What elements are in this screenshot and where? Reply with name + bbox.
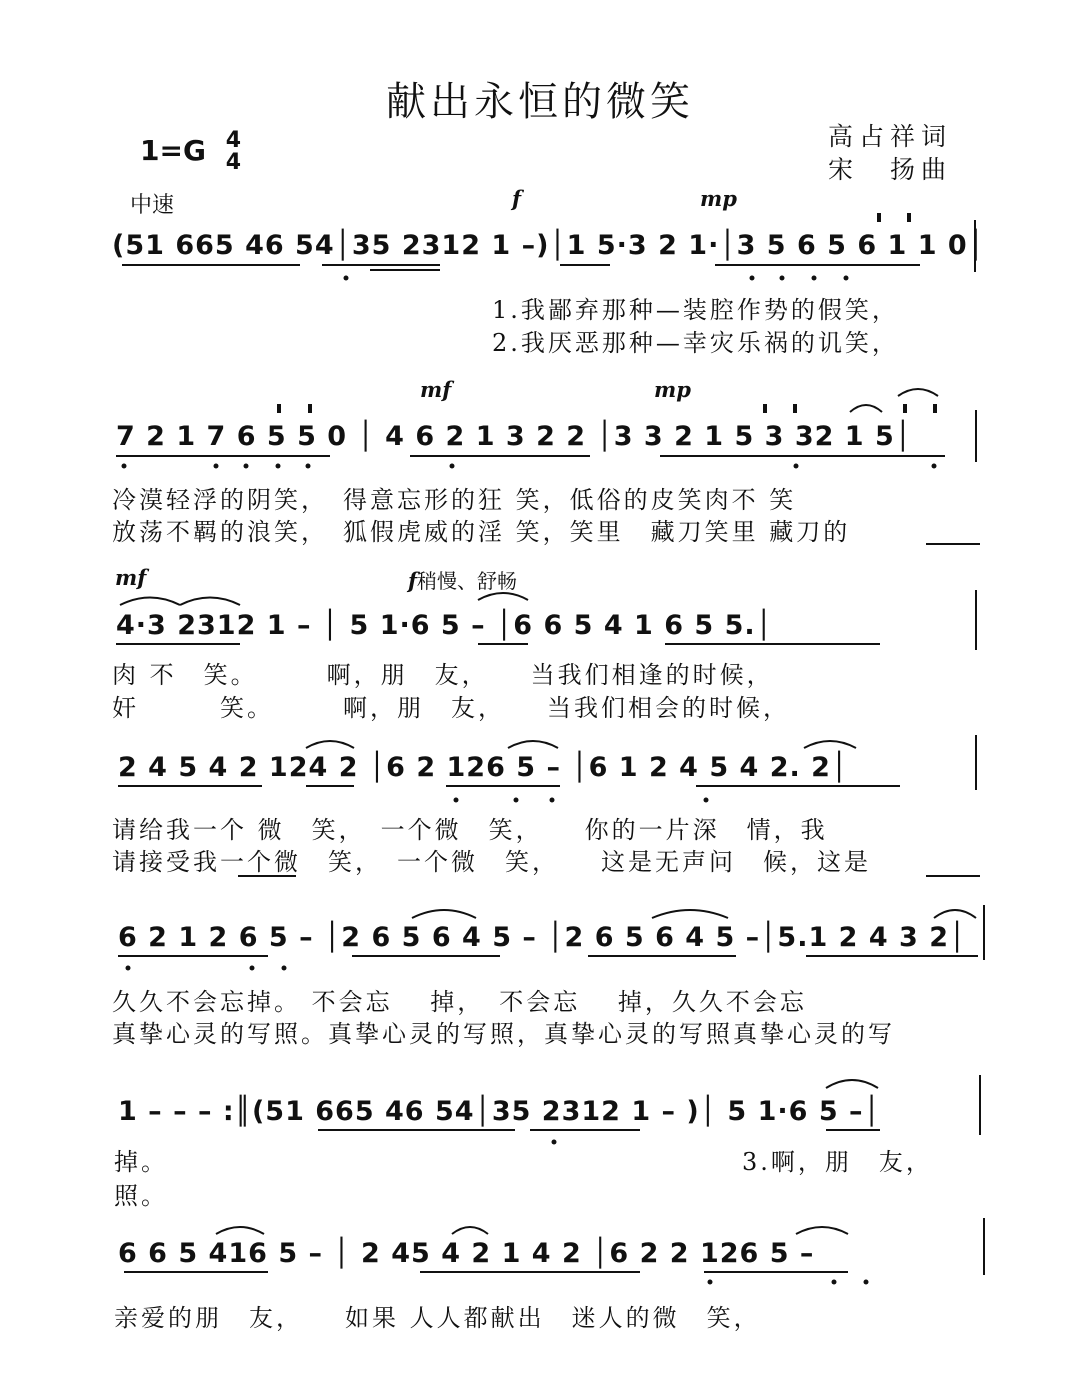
lyric-line: 照。 — [114, 1182, 168, 1210]
lyric-line: 掉。 — [114, 1148, 168, 1176]
dynamic-mark: mp — [654, 377, 691, 402]
lyric-line: 冷漠轻浮的阴笑， 得意忘形的狂 笑，低俗的皮笑肉不 笑 — [112, 486, 797, 514]
notation-line: 6 2 1 2 6 5 – │2 6 5 6 4 5 – │2 6 5 6 4 5 –│5.1 2 4 3 2│ — [118, 922, 967, 953]
song-title: 献出永恒的微笑 — [386, 79, 694, 125]
dynamic-mark: f — [512, 186, 522, 211]
dynamic-symbol: f — [408, 568, 418, 593]
lyric-line: 3.啊，朋 友， — [742, 1148, 933, 1176]
lyric-line: 久久不会忘掉。 不会忘 掉， 不会忘 掉，久久不会忘 — [112, 988, 807, 1016]
notation-line: 4·3 2312 1 – │ 5 1·6 5 – │6 6 5 4 1 6 5 5.│ — [116, 610, 773, 641]
lyric-line: 请给我一个 微 笑， 一个微 笑， 你的一片深 情，我 — [112, 816, 828, 844]
lyric-line: 亲爱的朋 友， 如果 人人都献出 迷人的微 笑， — [114, 1304, 761, 1332]
composer-credit: 宋 扬曲 — [828, 155, 953, 184]
lyric-line: 放荡不羁的浪笑， 狐假虎威的淫 笑，笑里 藏刀笑里 藏刀的 — [112, 518, 851, 546]
lyric-line: 1.我鄙弃那种—装腔作势的假笑， — [492, 296, 899, 324]
lyric-line: 肉 不 笑。 啊，朋 友， 当我们相逢的时候， — [112, 661, 774, 689]
tempo-marking: 中速 — [130, 193, 175, 218]
dynamic-mark: mp — [700, 186, 737, 211]
dynamic-mark: mf — [115, 565, 147, 590]
notation-line: 6 6 5 416 5 – │ 2 45 4 2 1 4 2 │6 2 2 126 5 – — [118, 1238, 815, 1269]
key-label: 1=G — [140, 134, 206, 167]
lyric-line: 奸 笑。 啊，朋 友， 当我们相会的时候， — [112, 694, 790, 722]
notation-line: (51 665 46 54│35 2312 1 –)│1 5·3 2 1·│3 5 6 5 6 1 1 0│ — [112, 230, 985, 261]
lyricist-credit: 高占祥词 — [828, 122, 953, 151]
notation-line: 2 4 5 4 2 124 2 │6 2 126 5 – │6 1 2 4 5 4 2. 2│ — [118, 752, 849, 783]
notation-line: 7 2 1 7 6 5 5 0 │ 4 6 2 1 3 2 2 │3 3 2 1 5 3 32 1 5│ — [116, 421, 913, 452]
notation-line: 1 – – – :║(51 665 46 54│35 2312 1 – )│ 5 1·6 5 –│ — [118, 1096, 881, 1127]
lyric-line: 2.我厌恶那种—幸灾乐祸的讥笑， — [492, 329, 899, 357]
lyric-line: 真挚心灵的写照。真挚心灵的写照，真挚心灵的写照真挚心灵的写 — [112, 1020, 895, 1048]
time-top: 4 — [225, 128, 241, 153]
lyric-line: 请接受我一个微 笑， 一个微 笑， 这是无声问 候，这是 — [112, 848, 871, 876]
expression-text: 稍慢、舒畅 — [417, 569, 518, 593]
dynamic-mark: mf — [420, 377, 452, 402]
time-bottom: 4 — [225, 150, 241, 175]
